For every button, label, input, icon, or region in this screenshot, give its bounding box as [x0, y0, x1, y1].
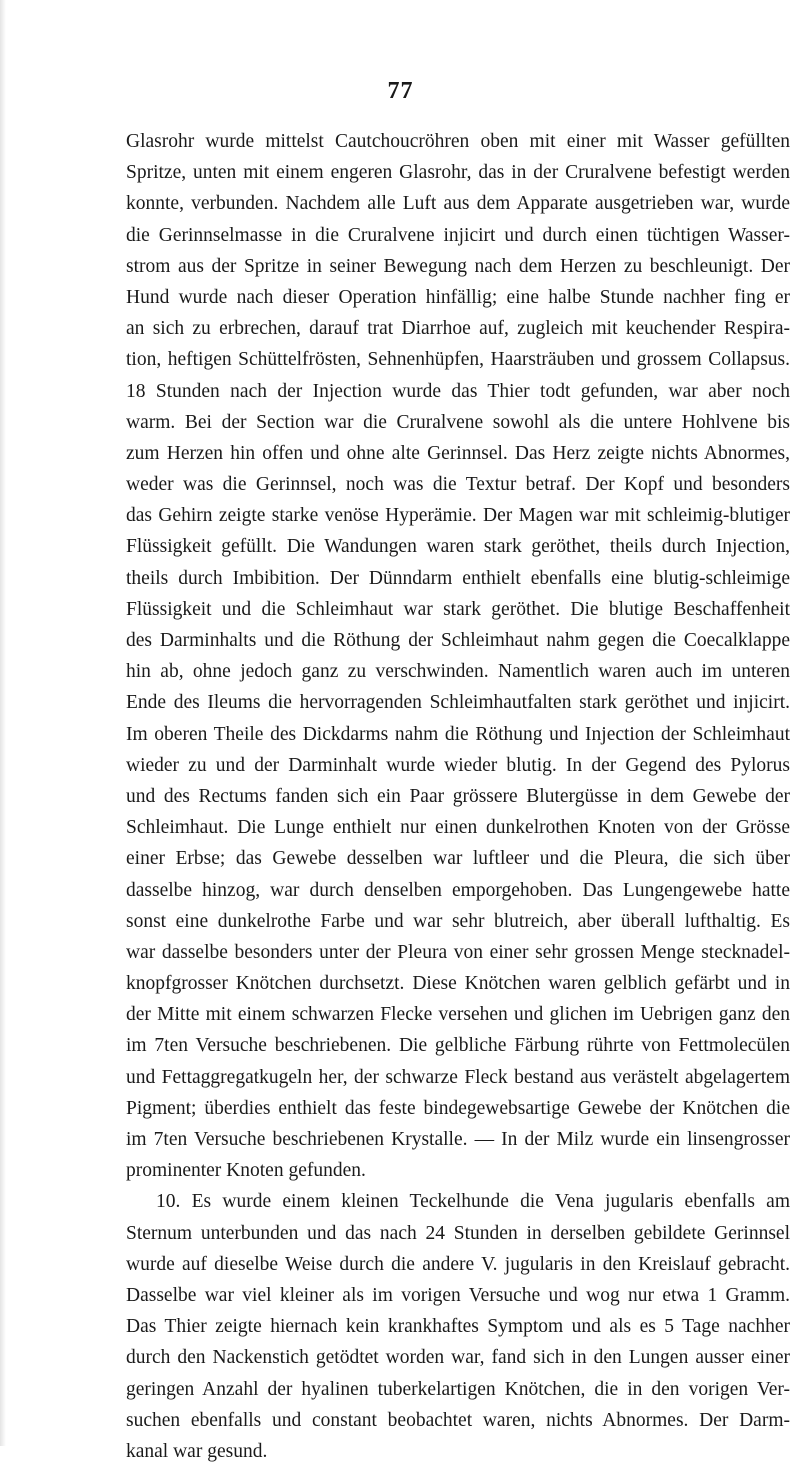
text-line: suchen ebenfalls und constant beobachtet waren, nichts Abnormes. Der Darm- — [126, 1409, 790, 1431]
text-line: im 7ten Versuche beschriebenen Krystalle. — In der Milz wurde ein linsengrosser — [126, 1129, 790, 1150]
text-line: wurde auf dieselbe Weise durch die andere V. jugularis in den Kreislauf gebracht. — [126, 1253, 790, 1275]
text-line: Pigment; überdies enthielt das feste bindegewebsartige Gewebe der Knötchen die — [126, 1097, 790, 1119]
text-line: theils durch Imbibition. Der Dünndarm enthielt ebenfalls eine blutig-schleimige — [126, 567, 790, 589]
text-line: weder was die Gerinnsel, noch was die Textur betraf. Der Kopf und besonders — [126, 474, 790, 496]
text-line: Flüssigkeit und die Schleimhaut war stark geröthet. Die blutige Beschaffenheit — [126, 598, 790, 620]
text-line: zum Herzen hin offen und ohne alte Gerinnsel. Das Herz zeigte nichts Abnormes, — [126, 442, 790, 464]
text-line: Spritze, unten mit einem engeren Glasrohr, das in der Cruralvene befestigt werden — [126, 162, 790, 184]
paragraph — [126, 126, 790, 1186]
text-line: Glasrohr wurde mittelst Cautchoucröhren oben mit einer mit Wasser gefüllten — [126, 131, 790, 152]
text-line: sonst eine dunkelrothe Farbe und war sehr blutreich, aber überall lufthaltig. Es — [126, 910, 790, 932]
text-line: Schleimhaut. Die Lunge enthielt nur einen dunkelrothen Knoten von der Grösse — [126, 817, 790, 839]
text-line: einer Erbse; das Gewebe desselben war luftleer und die Pleura, die sich über — [126, 848, 790, 870]
text-line: Flüssigkeit gefüllt. Die Wandungen waren stark geröthet, theils durch Injection, — [126, 536, 790, 558]
text-line: hin ab, ohne jedoch ganz zu verschwinden. Namentlich waren auch im unteren — [126, 661, 790, 683]
text-line: wieder zu und der Darminhalt wurde wieder blutig. In der Gegend des Pylorus — [126, 754, 790, 776]
text-line: durch den Nackenstich getödtet worden war, fand sich in den Lungen ausser einer — [126, 1347, 790, 1369]
text-line: tion, heftigen Schüttelfrösten, Sehnenhüpfen, Haarsträuben und grossem Collapsus. — [126, 349, 790, 371]
text-line: warm. Bei der Section war die Cruralvene sowohl als die untere Hohlvene bis — [126, 411, 790, 433]
text-line: Ende des Ileums die hervorragenden Schleimhautfalten stark geröthet und injicirt. — [126, 692, 790, 714]
text-line: kanal war gesund. — [126, 1440, 268, 1462]
text-line: 18 Stunden nach der Injection wurde das Thier todt gefunden, war aber noch — [126, 380, 790, 402]
paragraph — [126, 1186, 790, 1467]
text-line: Das Thier zeigte hiernach kein krankhaftes Symptom und als es 5 Tage nachher — [126, 1316, 790, 1338]
text-line: konnte, verbunden. Nachdem alle Luft aus dem Apparate ausgetrieben war, wurde — [126, 193, 790, 215]
text-line: im 7ten Versuche beschriebenen. Die gelbliche Färbung rührte von Fettmolecülen — [126, 1035, 790, 1057]
text-line: geringen Anzahl der hyalinen tuberkelartigen Knötchen, die in den vorigen Ver- — [126, 1378, 790, 1400]
text-line: knopfgrosser Knötchen durchsetzt. Diese Knötchen waren gelblich gefärbt und in — [126, 973, 790, 995]
text-line: 10. Es wurde einem kleinen Teckelhunde die Vena jugularis ebenfalls am — [156, 1191, 790, 1213]
text-line: dasselbe hinzog, war durch denselben emporgehoben. Das Lungengewebe hatte — [126, 879, 790, 901]
text-line: das Gehirn zeigte starke venöse Hyperämie. Der Magen war mit schleimig-blutiger — [126, 505, 790, 527]
page-number: 77 — [387, 78, 414, 104]
text-line: war dasselbe besonders unter der Pleura von einer sehr grossen Menge stecknadel- — [126, 941, 790, 963]
text-line: Hund wurde nach dieser Operation hinfällig; eine halbe Stunde nachher fing er — [126, 286, 790, 308]
text-line: der Mitte mit einem schwarzen Flecke versehen und glichen im Uebrigen ganz den — [126, 1004, 790, 1026]
text-line: prominenter Knoten gefunden. — [126, 1160, 366, 1182]
text-line: die Gerinnselmasse in die Cruralvene injicirt und durch einen tüchtigen Wasser- — [126, 224, 790, 246]
text-line: Sternum unterbunden und das nach 24 Stunden in derselben gebildete Gerinnsel — [126, 1222, 790, 1244]
text-line: an sich zu erbrechen, darauf trat Diarrhoe auf, zugleich mit keuchender Respira- — [126, 318, 790, 340]
text-line: des Darminhalts und die Röthung der Schleimhaut nahm gegen die Coecalklappe — [126, 630, 790, 651]
body-text — [126, 126, 790, 1467]
text-line: Dasselbe war viel kleiner als im vorigen Versuche und wog nur etwa 1 Gramm. — [126, 1284, 790, 1306]
text-line: und Fettaggregatkugeln her, der schwarze Fleck bestand aus verästelt abgelagertem — [126, 1066, 790, 1088]
page-edge-shadow — [0, 0, 6, 1446]
text-line: strom aus der Spritze in seiner Bewegung nach dem Herzen zu beschleunigt. Der — [126, 255, 790, 277]
text-line: und des Rectums fanden sich ein Paar grössere Blutergüsse in dem Gewebe der — [126, 785, 790, 807]
text-line: Im oberen Theile des Dickdarms nahm die Röthung und Injection der Schleimhaut — [126, 723, 790, 745]
